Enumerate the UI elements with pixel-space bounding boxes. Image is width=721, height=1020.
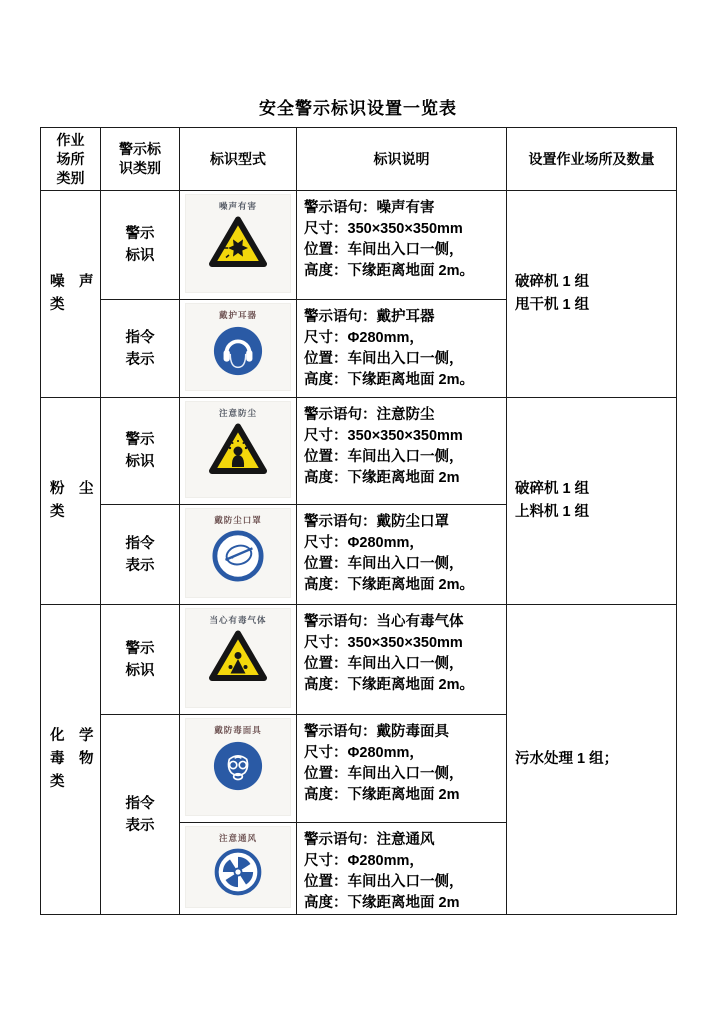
sign-image-cell xyxy=(180,823,297,915)
sign-caption: 戴防毒面具 xyxy=(214,725,262,735)
description-line: 尺寸：350×350×350mm xyxy=(304,428,463,444)
header-workplace-category xyxy=(41,128,101,191)
description-line: 警示语句：戴护耳器 xyxy=(304,309,435,325)
sign-caption: 注意防尘 xyxy=(218,408,257,418)
sign-description-cell xyxy=(297,191,507,300)
sign-type-line: 表示 xyxy=(125,351,155,368)
sign-caption: 噪声有害 xyxy=(218,201,257,211)
sign-type-line: 标识 xyxy=(125,248,155,264)
description-line: 尺寸：Φ280mm， xyxy=(304,330,424,346)
category-cell-noise xyxy=(41,191,101,398)
description-line: 位置：车间出入口一侧， xyxy=(304,656,464,672)
sign-photo xyxy=(185,826,291,908)
sign-photo xyxy=(185,303,291,391)
category-line: 噪 声 xyxy=(50,274,94,290)
location-cell xyxy=(507,605,677,915)
sign-caption: 注意通风 xyxy=(218,833,257,843)
description-line: 警示语句：当心有毒气体 xyxy=(304,614,464,630)
sign-type-line: 警示 xyxy=(125,226,155,242)
header-line: 识类别 xyxy=(119,160,161,176)
category-line: 类 xyxy=(50,297,65,313)
description-line: 位置：车间出入口一侧， xyxy=(304,556,464,572)
location-line: 破碎机 1 组 xyxy=(515,481,590,497)
sign-caption: 当心有毒气体 xyxy=(209,615,267,625)
table-row xyxy=(41,605,677,715)
sign-type-line: 警示 xyxy=(125,640,155,657)
description-line: 警示语句：戴防毒面具 xyxy=(304,724,449,740)
description-line: 高度：下缘距离地面 2m。 xyxy=(304,577,474,593)
description-line: 警示语句：噪声有害 xyxy=(304,200,435,216)
description-line: 位置：车间出入口一侧， xyxy=(304,242,464,258)
gas-mask-sign-icon xyxy=(212,740,264,792)
description-line: 尺寸：350×350×350mm xyxy=(304,221,463,237)
toxic-gas-sign-icon xyxy=(209,630,267,682)
description-line: 尺寸：Φ280mm， xyxy=(304,745,424,761)
header-line: 设置作业场所及数量 xyxy=(528,150,655,167)
table-row xyxy=(41,191,677,300)
sign-caption: 戴护耳器 xyxy=(218,310,257,320)
description-line: 位置：车间出入口一侧， xyxy=(304,351,464,367)
description-line: 尺寸：Φ280mm， xyxy=(304,535,424,551)
sign-type-line: 指令 xyxy=(125,795,155,812)
sign-image-cell xyxy=(180,300,297,398)
sign-photo xyxy=(185,608,291,708)
header-line: 警示标 xyxy=(119,141,161,157)
description-line: 警示语句：注意通风 xyxy=(304,832,435,848)
sign-description-cell xyxy=(297,300,507,398)
ear-protection-sign-icon xyxy=(212,325,264,377)
sign-type-line: 标识 xyxy=(125,454,155,470)
sign-type-line: 指令 xyxy=(125,535,155,552)
location-line: 上料机 1 组 xyxy=(515,504,590,520)
noise-hazard-sign-icon xyxy=(209,216,267,268)
location-line: 破碎机 1 组 xyxy=(515,274,590,290)
sign-type-cell xyxy=(101,191,180,300)
header-line: 作业 xyxy=(56,131,85,148)
sign-description-cell xyxy=(297,605,507,715)
sign-description-cell xyxy=(297,505,507,605)
sign-photo xyxy=(185,401,291,498)
sign-image-cell xyxy=(180,398,297,505)
sign-type-cell xyxy=(101,300,180,398)
header-row xyxy=(41,128,677,191)
sign-image-cell xyxy=(180,715,297,823)
location-line: 甩干机 1 组 xyxy=(515,297,590,313)
sign-image-cell xyxy=(180,191,297,300)
description-line: 高度：下缘距离地面 2m xyxy=(304,470,460,486)
sign-image-cell xyxy=(180,505,297,605)
header-location-quantity xyxy=(507,128,677,191)
sign-type-line: 警示 xyxy=(125,432,155,448)
description-line: 高度：下缘距离地面 2m。 xyxy=(304,263,474,279)
sign-description-cell xyxy=(297,715,507,823)
location-cell xyxy=(507,191,677,398)
page-title: 安全警示标识设置一览表 xyxy=(259,99,457,118)
sign-type-line: 标识 xyxy=(125,662,155,679)
sign-type-cell xyxy=(101,605,180,715)
dust-mask-sign-icon xyxy=(212,530,264,582)
sign-type-line: 指令 xyxy=(125,329,155,346)
description-line: 高度：下缘距离地面 2m xyxy=(304,787,460,803)
sign-type-line: 表示 xyxy=(125,817,155,834)
description-line: 尺寸：Φ280mm， xyxy=(304,853,424,869)
sign-type-cell xyxy=(101,398,180,505)
dust-hazard-sign-icon xyxy=(209,423,267,475)
sign-image-cell xyxy=(180,605,297,715)
location-line: 污水处理 1 组； xyxy=(515,751,619,767)
description-line: 位置：车间出入口一侧， xyxy=(304,766,464,782)
ventilation-sign-icon xyxy=(214,848,262,896)
sign-caption: 戴防尘口罩 xyxy=(214,515,262,525)
sign-type-cell xyxy=(101,505,180,605)
description-line: 位置：车间出入口一侧， xyxy=(304,874,464,890)
header-sign-form xyxy=(180,128,297,191)
sign-type-line: 表示 xyxy=(125,557,155,574)
sign-photo xyxy=(185,194,291,293)
sign-description-cell xyxy=(297,398,507,505)
header-sign-description xyxy=(297,128,507,191)
safety-sign-table xyxy=(40,127,677,915)
header-line: 标识说明 xyxy=(373,150,430,167)
category-cell-dust xyxy=(41,398,101,605)
header-line: 类别 xyxy=(56,169,85,186)
header-sign-category xyxy=(101,128,180,191)
table-row xyxy=(41,398,677,505)
description-line: 位置：车间出入口一侧， xyxy=(304,449,464,465)
description-line: 警示语句：注意防尘 xyxy=(304,407,435,423)
category-line: 类 xyxy=(50,774,65,790)
category-line: 类 xyxy=(50,504,65,520)
sign-type-cell xyxy=(101,715,180,915)
header-line: 场所 xyxy=(56,150,85,167)
description-line: 高度：下缘距离地面 2m。 xyxy=(304,372,474,388)
category-cell-chemical xyxy=(41,605,101,915)
category-line: 粉 尘 xyxy=(50,481,94,497)
category-line: 化 学 xyxy=(50,728,94,744)
location-cell xyxy=(507,398,677,605)
sign-description-cell xyxy=(297,823,507,915)
description-line: 高度：下缘距离地面 2m xyxy=(304,895,460,911)
category-line: 毒 物 xyxy=(50,751,94,767)
header-line: 标识型式 xyxy=(210,150,266,167)
description-line: 警示语句：戴防尘口罩 xyxy=(304,514,449,530)
description-line: 尺寸：350×350×350mm xyxy=(304,635,463,651)
description-line: 高度：下缘距离地面 2m。 xyxy=(304,677,474,693)
sign-photo xyxy=(185,718,291,816)
sign-photo xyxy=(185,508,291,598)
